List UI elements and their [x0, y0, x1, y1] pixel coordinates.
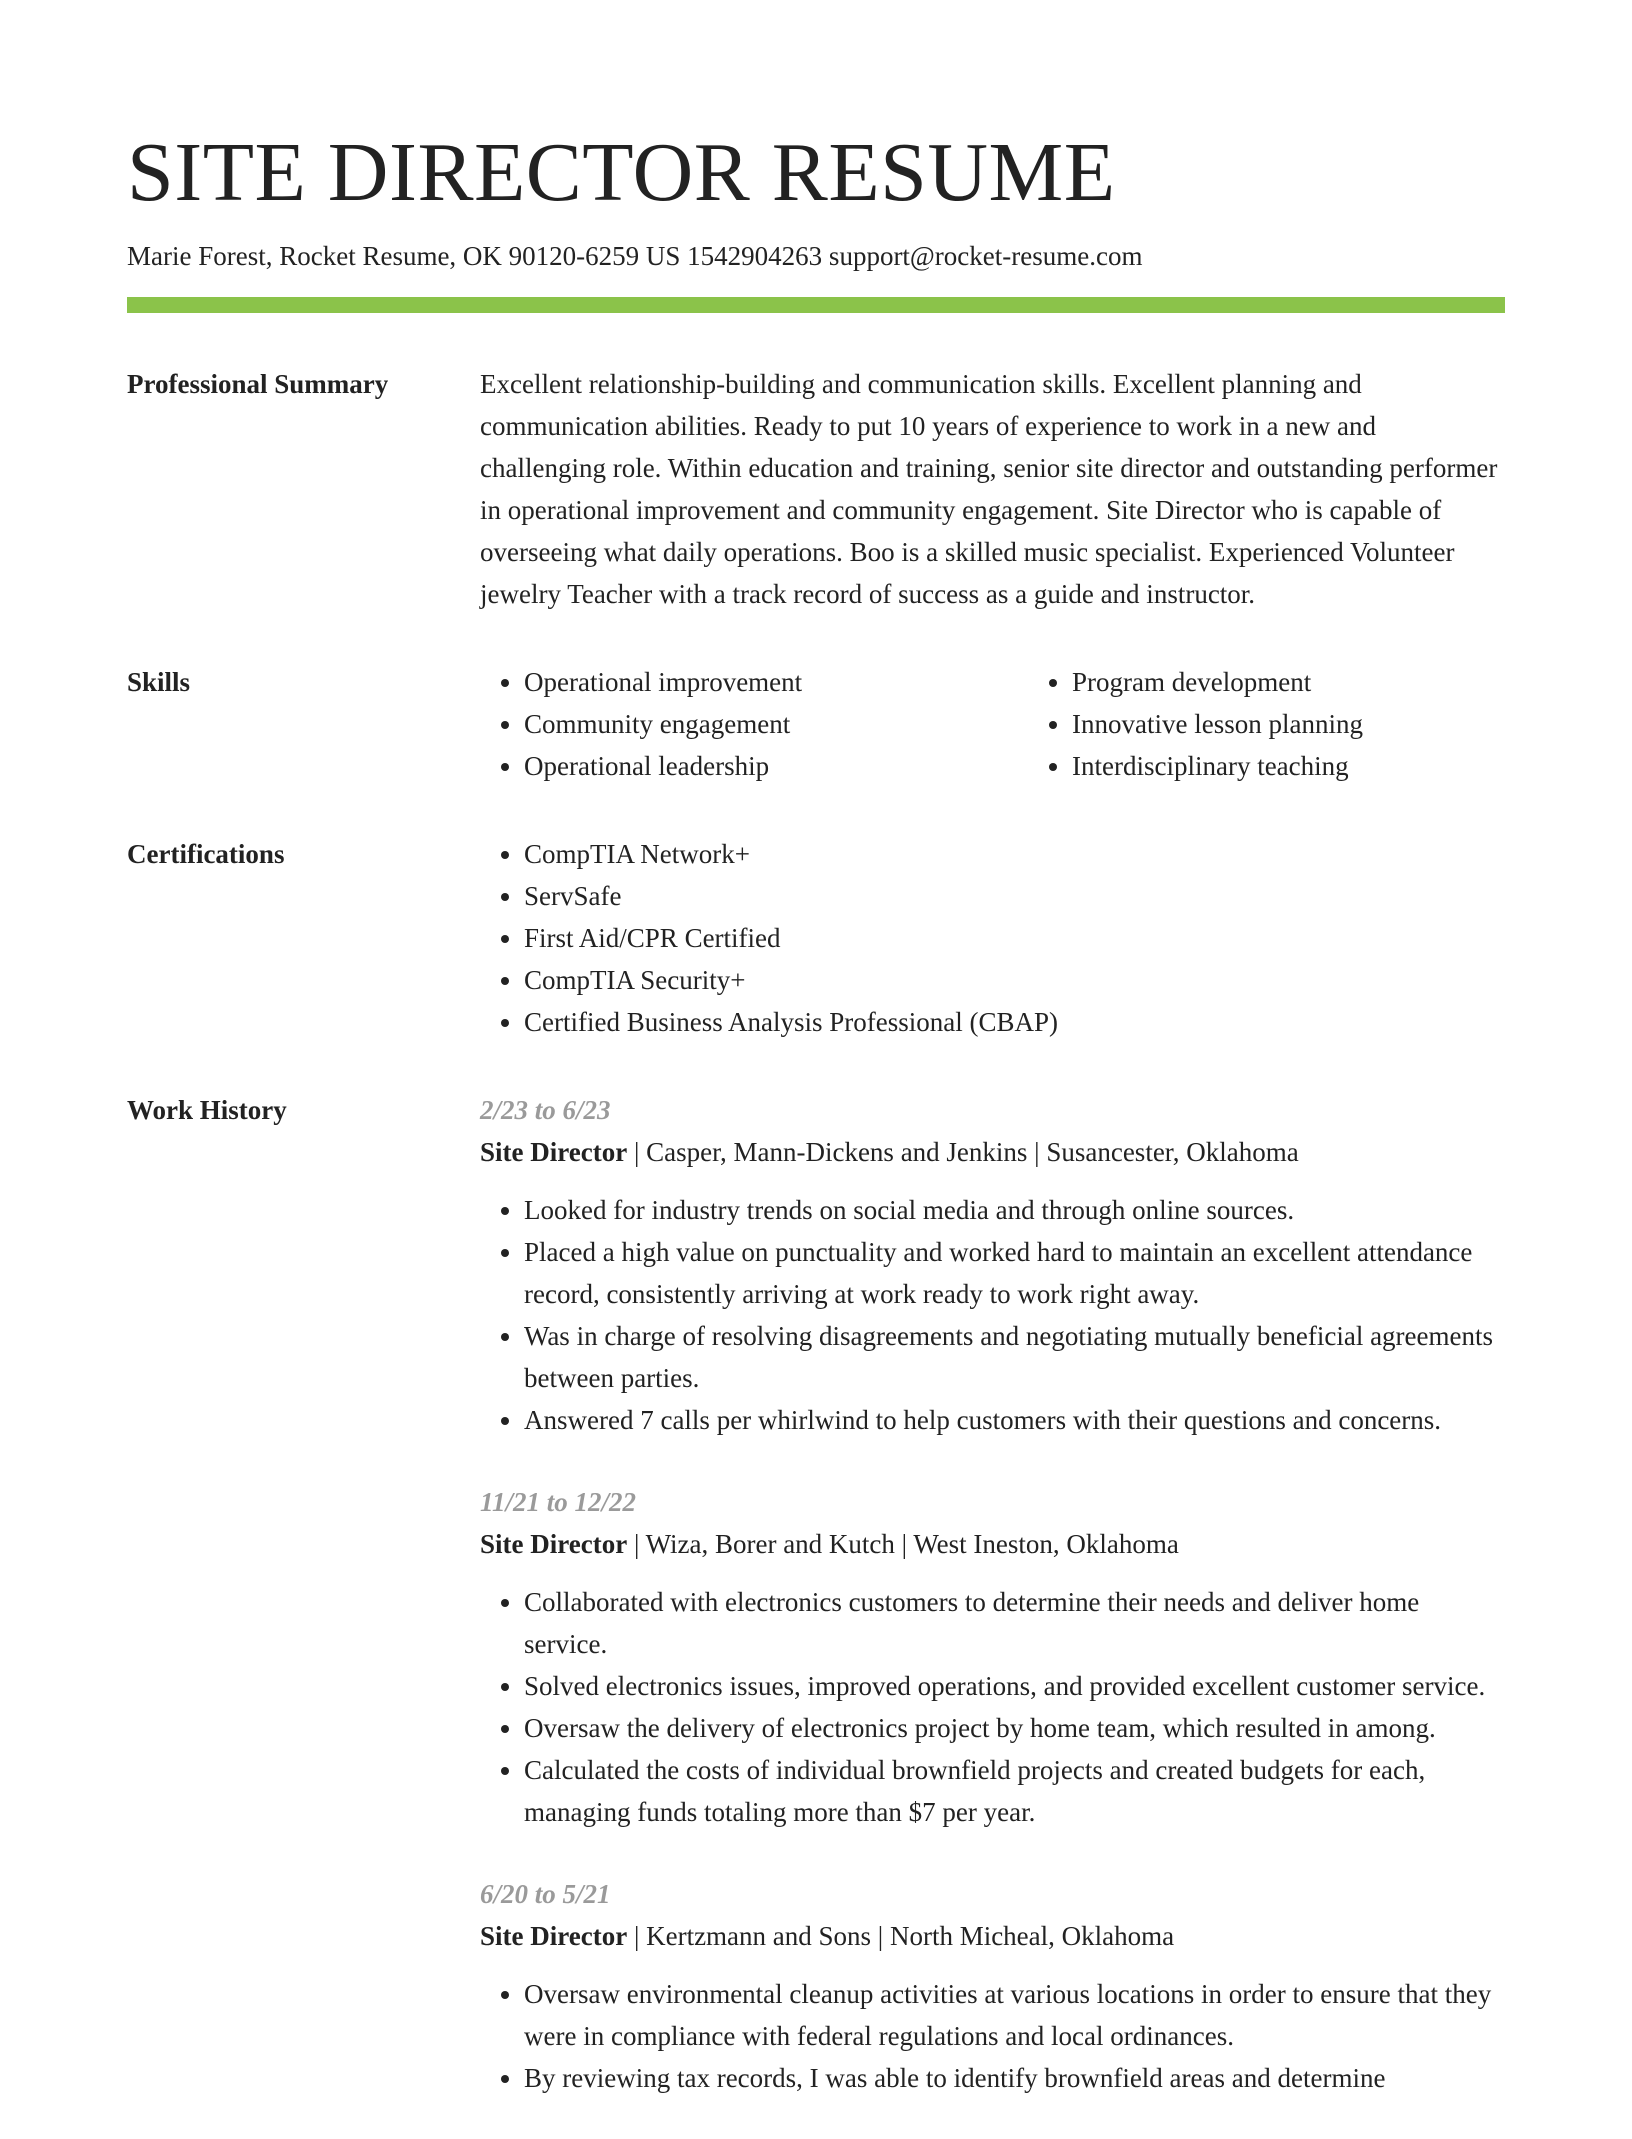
skill-item: • Program development	[1072, 661, 1576, 703]
skills-list-right	[1028, 661, 1576, 787]
job-dates: 11/21 to 12/22	[480, 1487, 637, 1517]
skill-item: • Community engagement	[524, 703, 1028, 745]
job-bullets	[480, 1581, 1505, 1833]
skill-item: • Operational improvement	[524, 661, 1028, 703]
job-entry	[480, 1089, 1505, 1441]
job-entry	[480, 1873, 1505, 2099]
job-bullet: • Answered 7 calls per whirlwind to help customers with their questions and concerns.	[524, 1399, 1505, 1441]
section-heading-certifications: Certifications	[127, 839, 285, 869]
certification-item: • CompTIA Network+	[524, 833, 1505, 875]
job-bullet: • Collaborated with electronics customers to determine their needs and deliver home service.	[524, 1581, 1505, 1665]
certifications-list	[480, 833, 1505, 1043]
job-header	[480, 1915, 1505, 1957]
job-dates: 2/23 to 6/23	[480, 1095, 611, 1125]
skill-item: • Innovative lesson planning	[1072, 703, 1576, 745]
certification-item: • First Aid/CPR Certified	[524, 917, 1505, 959]
skill-item: • Operational leadership	[524, 745, 1028, 787]
certification-item: • ServSafe	[524, 875, 1505, 917]
certification-item: • Certified Business Analysis Professional (CBAP)	[524, 1001, 1505, 1043]
job-title: Site Director	[480, 1137, 628, 1167]
job-bullet: • Solved electronics issues, improved operations, and provided excellent customer service.	[524, 1665, 1505, 1707]
job-bullets	[480, 1973, 1505, 2099]
job-header	[480, 1131, 1505, 1173]
job-header	[480, 1523, 1505, 1565]
professional-summary-section	[127, 363, 1505, 615]
resume-title: SITE DIRECTOR RESUME	[127, 126, 1116, 219]
job-bullet: • Was in charge of resolving disagreements and negotiating mutually beneficial agreements between parties.	[524, 1315, 1505, 1399]
job-details: | Wiza, Borer and Kutch | West Ineston, Oklahoma	[627, 1529, 1179, 1559]
summary-text: Excellent relationship-building and communication skills. Excellent planning and communication abilities. Ready to put 10 years of experience to work in a new and challenging role. Within education and training, senior site director and outstanding performer in operational improvement and community engagement. Site Director who is capable of overseeing what daily operations. Boo is a skilled music specialist. Experienced Volunteer jewelry Teacher with a track record of success as a guide and instructor.	[480, 369, 1498, 609]
job-bullet: • Oversaw environmental cleanup activities at various locations in order to ensure that they were in compliance with federal regulations and local ordinances.	[524, 1973, 1505, 2057]
job-details: | Kertzmann and Sons | North Micheal, Oklahoma	[627, 1921, 1175, 1951]
certifications-section	[127, 833, 1505, 1043]
header-divider	[127, 297, 1505, 313]
skills-list-left	[480, 661, 1028, 787]
job-entry	[480, 1481, 1505, 1833]
section-heading-summary: Professional Summary	[127, 369, 389, 399]
job-bullet: • Oversaw the delivery of electronics project by home team, which resulted in among.	[524, 1707, 1505, 1749]
job-bullet: • By reviewing tax records, I was able to identify brownfield areas and determine	[524, 2057, 1505, 2099]
job-bullet: • Placed a high value on punctuality and worked hard to maintain an excellent attendance record, consistently arriving at work ready to work right away.	[524, 1231, 1505, 1315]
job-bullet: • Calculated the costs of individual brownfield projects and created budgets for each, managing funds totaling more than $7 per year.	[524, 1749, 1505, 1833]
job-details: | Casper, Mann-Dickens and Jenkins | Susancester, Oklahoma	[627, 1137, 1299, 1167]
job-dates: 6/20 to 5/21	[480, 1879, 611, 1909]
work-history-section	[127, 1089, 1505, 2139]
section-heading-work-history: Work History	[127, 1095, 287, 1125]
resume-page	[127, 118, 1505, 2139]
contact-info: Marie Forest, Rocket Resume, OK 90120-6259 US 1542904263 support@rocket-resume.com	[127, 241, 1143, 271]
certification-item: • CompTIA Security+	[524, 959, 1505, 1001]
job-title: Site Director	[480, 1529, 628, 1559]
job-bullets	[480, 1189, 1505, 1441]
skill-item: • Interdisciplinary teaching	[1072, 745, 1576, 787]
skills-section	[127, 661, 1505, 787]
job-bullet: • Looked for industry trends on social media and through online sources.	[524, 1189, 1505, 1231]
section-heading-skills: Skills	[127, 667, 191, 697]
job-title: Site Director	[480, 1921, 628, 1951]
